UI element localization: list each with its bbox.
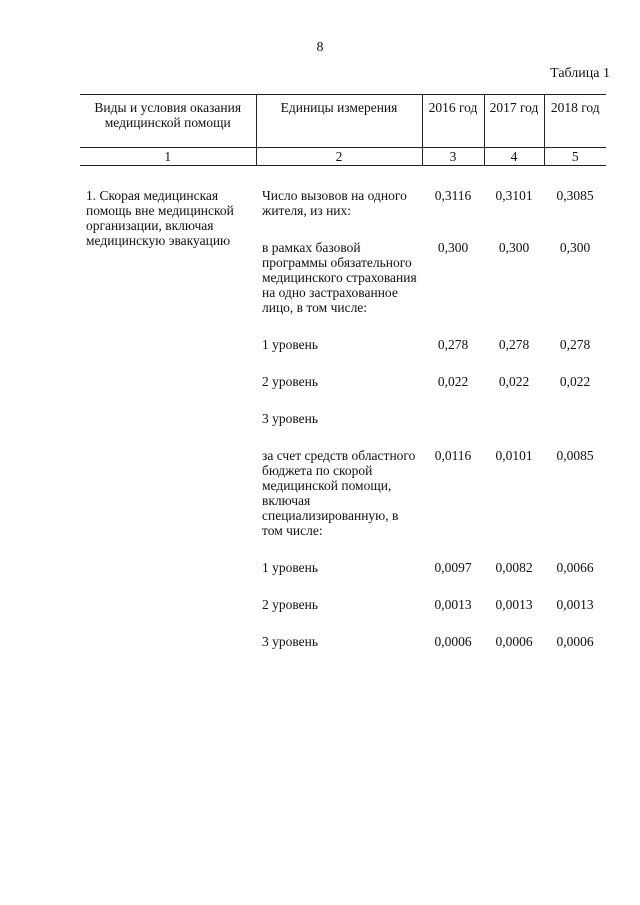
value-2018: 0,0085 (556, 448, 594, 463)
value-2017: 0,0101 (495, 448, 533, 463)
value-2016: 0,0116 (434, 448, 472, 463)
header-unit: Единицы измерения (256, 95, 422, 148)
value-2018: 0,0066 (556, 560, 594, 575)
unit-cell: за счет средств областного бюджета по скорой медицинской помощи, включая специализированную, в том числе: (262, 448, 416, 538)
value-2017: 0,022 (498, 374, 530, 389)
unit-cell: Число вызовов на одного жителя, из них: (262, 188, 407, 218)
column-number: 4 (484, 148, 544, 166)
value-2018: 0,278 (559, 337, 591, 352)
value-2018 (544, 411, 606, 426)
unit-cell: 3 уровень (262, 634, 319, 649)
unit-cell: 1 уровень (262, 560, 319, 575)
table-row (80, 166, 606, 219)
value-2018: 0,0013 (556, 597, 594, 612)
column-number: 5 (544, 148, 606, 166)
column-number-row (80, 148, 606, 166)
unit-cell: в рамках базовой программы обязательного медицинского страхования на одно застрахованное лицо, в том числе: (262, 240, 417, 315)
value-2017: 0,0006 (495, 634, 533, 649)
value-2017: 0,278 (498, 337, 530, 352)
table-caption: Таблица 1 (550, 66, 610, 81)
value-2016 (422, 411, 484, 426)
value-2016: 0,0097 (434, 560, 472, 575)
value-2018: 0,0006 (556, 634, 594, 649)
unit-cell: 1 уровень (262, 337, 319, 352)
value-2016: 0,278 (437, 337, 469, 352)
page-number: 8 (316, 40, 324, 55)
header-2017: 2017 год (484, 95, 544, 148)
header-kind: Виды и условия оказания медицинской помощи (80, 95, 256, 148)
value-2017: 0,0082 (495, 560, 533, 575)
value-2017: 0,0013 (495, 597, 533, 612)
volume-table (80, 94, 606, 649)
unit-cell: 3 уровень (262, 411, 319, 426)
column-number: 1 (80, 148, 256, 166)
section-kind-cell: 1. Скорая медицинская помощь вне медицинской организации, включая медицинскую эвакуацию (86, 188, 234, 248)
value-2018: 0,300 (559, 240, 591, 255)
header-2018: 2018 год (544, 95, 606, 148)
value-2017 (484, 411, 544, 426)
value-2016: 0,3116 (434, 188, 472, 203)
value-2017: 0,3101 (495, 188, 533, 203)
column-number: 3 (422, 148, 484, 166)
column-number: 2 (256, 148, 422, 166)
header-row (80, 95, 606, 148)
value-2016: 0,0006 (434, 634, 472, 649)
value-2016: 0,0013 (434, 597, 472, 612)
header-2016: 2016 год (422, 95, 484, 148)
unit-cell: 2 уровень (262, 374, 319, 389)
unit-cell: 2 уровень (262, 597, 319, 612)
value-2017: 0,300 (498, 240, 530, 255)
value-2016: 0,300 (437, 240, 469, 255)
value-2018: 0,022 (559, 374, 591, 389)
value-2018: 0,3085 (556, 188, 594, 203)
value-2016: 0,022 (437, 374, 469, 389)
